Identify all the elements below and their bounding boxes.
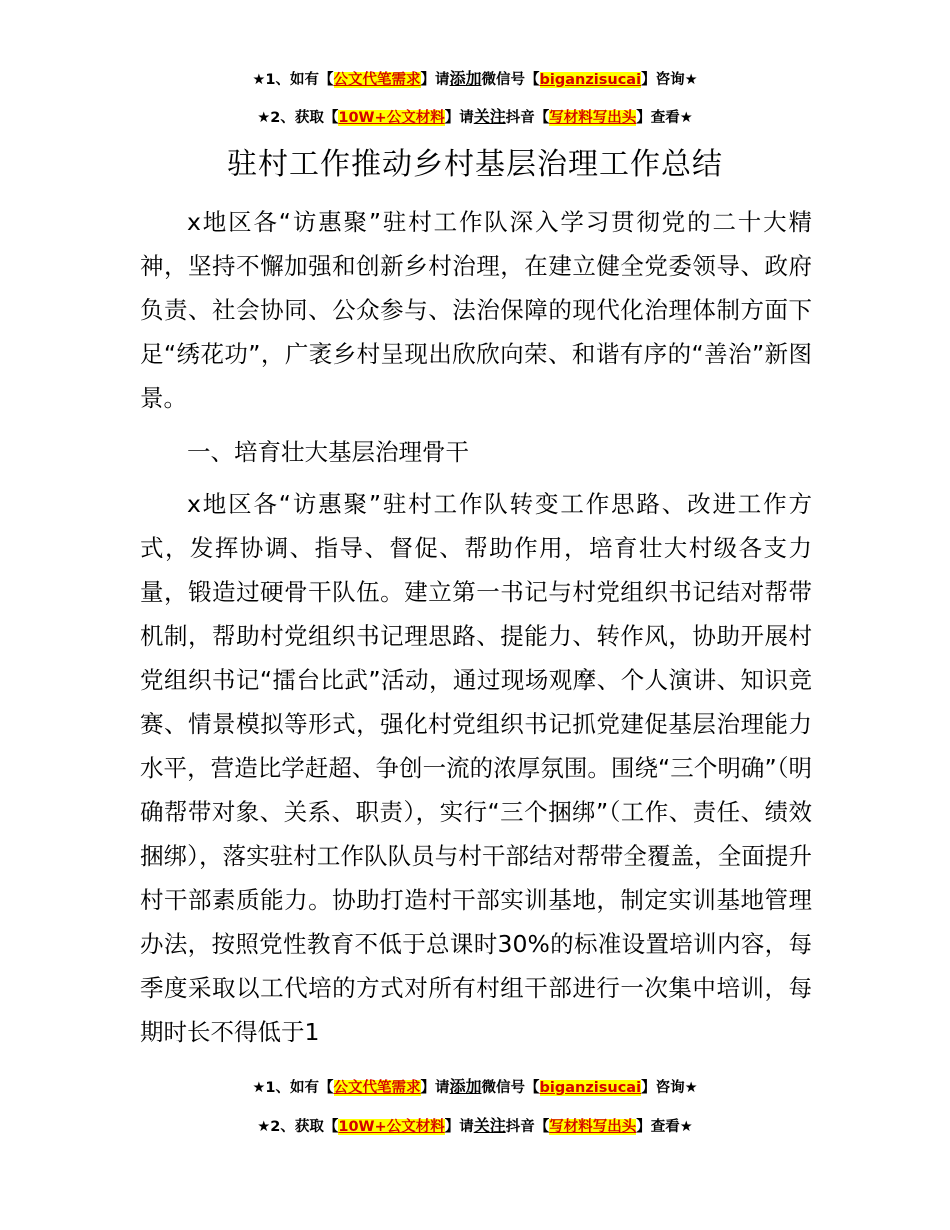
banner-emphasis: 关注: [473, 1116, 506, 1135]
banner-emphasis: 关注: [473, 107, 506, 126]
banner-text: 】请: [420, 1080, 450, 1096]
banner-emphasis: 添加: [449, 1077, 482, 1096]
banner-text: 】咨询★: [641, 72, 698, 88]
banner-text: 抖音【: [505, 110, 550, 126]
wechat-id-link[interactable]: biganzisucai: [539, 72, 642, 88]
banner-emphasis: 添加: [449, 69, 482, 88]
banner-text: 】请: [444, 1119, 474, 1135]
banner-text: ★1、如有【: [252, 1080, 334, 1096]
douyin-account-link[interactable]: 写材料写出头: [549, 110, 637, 126]
banner-text: 】查看★: [636, 110, 693, 126]
banner-highlight: 公文代笔需求: [333, 72, 421, 88]
banner-text: 】查看★: [636, 1119, 693, 1135]
banner-text: 抖音【: [505, 1119, 550, 1135]
banner-text: ★2、获取【: [257, 110, 339, 126]
promo-banner-bottom-line1: [0, 1076, 950, 1099]
document-body: [140, 200, 812, 1064]
banner-highlight: 公文代笔需求: [333, 1080, 421, 1096]
banner-text: 】咨询★: [641, 1080, 698, 1096]
document-title: 驻村工作推动乡村基层治理工作总结: [227, 147, 723, 182]
body-paragraph: x地区各“访惠聚”驻村工作队深入学习贯彻党的二十大精神，坚持不懈加强和创新乡村治理，在建立健全党委领导、政府负责、社会协同、公众参与、法治保障的现代化治理体制方面下足“绣花功”，广袤乡村呈现出欣欣向荣、和谐有序的“善治”新图景。: [140, 208, 812, 412]
banner-text: 微信号【: [481, 72, 540, 88]
promo-banner-top-line2: [0, 106, 950, 129]
banner-highlight: 10W+公文材料: [338, 1119, 445, 1135]
section-heading: 一、培育壮大基层治理骨干: [187, 438, 469, 466]
banner-text: 】请: [444, 110, 474, 126]
douyin-account-link[interactable]: 写材料写出头: [549, 1119, 637, 1135]
banner-text: 】请: [420, 72, 450, 88]
banner-text: ★1、如有【: [252, 72, 334, 88]
banner-text: 微信号【: [481, 1080, 540, 1096]
wechat-id-link[interactable]: biganzisucai: [539, 1080, 642, 1096]
banner-text: ★2、获取【: [257, 1119, 339, 1135]
promo-banner-bottom-line2: [0, 1115, 950, 1138]
promo-banner-top-line1: [0, 68, 950, 91]
banner-highlight: 10W+公文材料: [338, 110, 445, 126]
body-paragraph: x地区各“访惠聚”驻村工作队转变工作思路、改进工作方式，发挥协调、指导、督促、帮助作用，培育壮大村级各支力量，锻造过硬骨干队伍。建立第一书记与村党组织书记结对帮带机制，帮助村党组织书记理思路、提能力、转作风，协助开展村党组织书记“擂台比武”活动，通过现场观摩、个人演讲、知识竞赛、情景模拟等形式，强化村党组织书记抓党建促基层治理能力水平，营造比学赶超、争创一流的浓厚氛围。围绕“三个明确”（明确帮带对象、关系、职责），实行“三个捆绑”（工作、责任、绩效捆绑），落实驻村工作队队员与村干部结对帮带全覆盖，全面提升村干部素质能力。协助打造村干部实训基地，制定实训基地管理办法，按照党性教育不低于总课时30%的标准设置培训内容，每季度采取以工代培的方式对所有村组干部进行一次集中培训，每期时长不得低于1: [140, 490, 812, 1046]
